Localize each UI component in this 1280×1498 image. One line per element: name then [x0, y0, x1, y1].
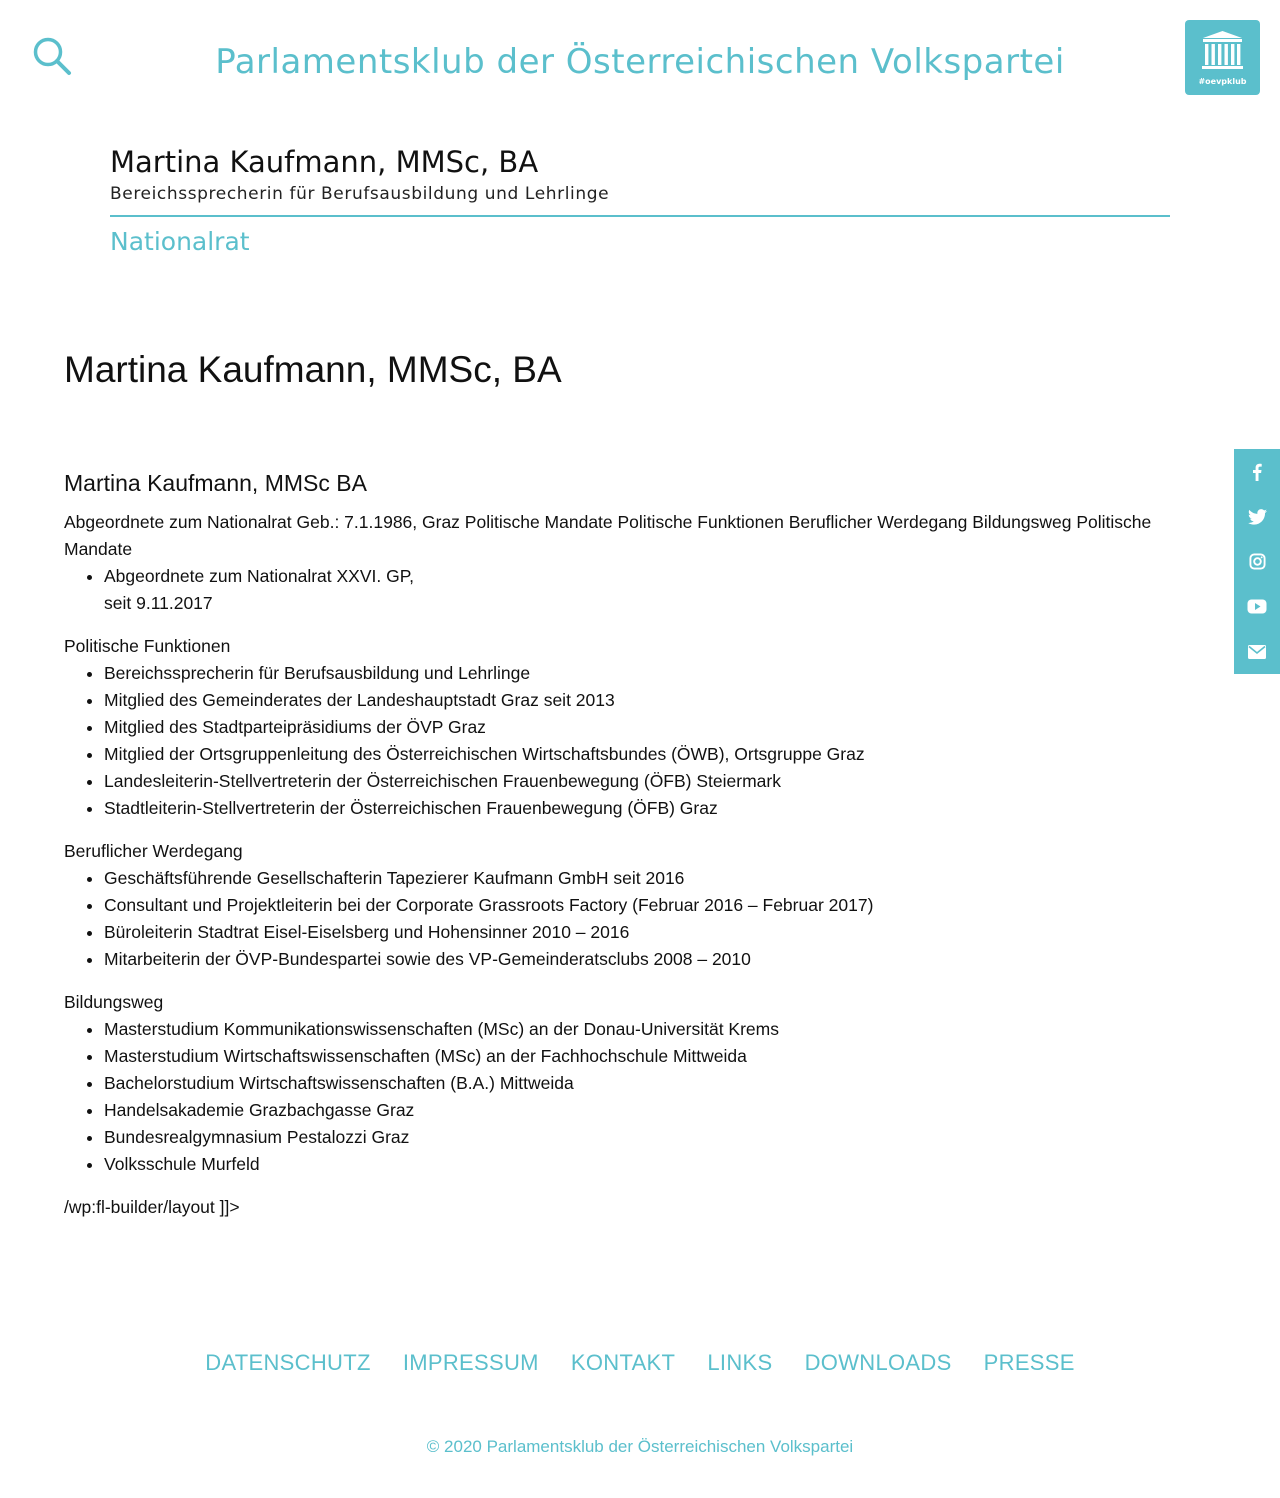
list-item: • Mitglied des Stadtparteipräsidiums der ÖVP Graz	[104, 714, 1174, 741]
section-heading-bildungsweg: Bildungsweg	[64, 992, 164, 1012]
footer-link-links[interactable]: LINKS	[707, 1350, 773, 1375]
main-content	[64, 346, 1174, 1221]
werdegang-list	[64, 865, 1174, 973]
twitter-link[interactable]	[1234, 494, 1280, 539]
page-title: Martina Kaufmann, MMSc, BA	[64, 349, 562, 390]
parliament-building-icon	[1185, 20, 1260, 76]
list-item: • Mitglied des Gemeinderates der Landeshauptstadt Graz seit 2013	[104, 687, 1174, 714]
youtube-icon	[1247, 599, 1267, 614]
list-item: • Bachelorstudium Wirtschaftswissenschaften (B.A.) Mittweida	[104, 1070, 1174, 1097]
hero-role: Bereichssprecherin für Berufsausbildung und Lehrlinge	[110, 184, 610, 204]
list-item: • Landesleiterin-Stellvertreterin der Österreichischen Frauenbewegung (ÖFB) Steiermark	[104, 768, 1174, 795]
section-heading-funktionen: Politische Funktionen	[64, 636, 231, 656]
list-item: • Masterstudium Kommunikationswissenschaften (MSc) an der Donau-Universität Krems	[104, 1016, 1174, 1043]
youtube-link[interactable]	[1234, 584, 1280, 629]
site-header	[0, 0, 1280, 110]
footer-link-datenschutz[interactable]: DATENSCHUTZ	[205, 1350, 371, 1375]
list-item: • Mitglied der Ortsgruppenleitung des Österreichischen Wirtschaftsbundes (ÖWB), Ortsgruppe Graz	[104, 741, 1174, 768]
email-icon	[1248, 645, 1266, 659]
section-heading-werdegang: Beruflicher Werdegang	[64, 841, 243, 861]
social-sidebar	[1234, 449, 1280, 674]
hero-name: Martina Kaufmann, MMSc, BA	[110, 145, 539, 179]
site-title[interactable]: Parlamentsklub der Österreichischen Volkspartei	[215, 42, 1065, 82]
logo-text: #oevpklub	[1198, 77, 1247, 86]
list-item: • Masterstudium Wirtschaftswissenschaften (MSc) an der Fachhochschule Mittweida	[104, 1043, 1174, 1070]
hero-body-label: Nationalrat	[110, 227, 250, 256]
bio-intro: Abgeordnete zum Nationalrat Geb.: 7.1.1986, Graz Politische Mandate Politische Funktionen Beruflicher Werdegang Bildungsweg Politische Mandate	[64, 512, 1152, 559]
layout-footnote: /wp:fl-builder/layout ]]>	[64, 1197, 240, 1217]
oevpklub-logo[interactable]	[1185, 20, 1260, 95]
list-item: • Consultant und Projektleiterin bei der Corporate Grassroots Factory (Februar 2016 – Februar 2017)	[104, 892, 1174, 919]
footer-link-kontakt[interactable]: KONTAKT	[570, 1350, 676, 1375]
instagram-link[interactable]	[1234, 539, 1280, 584]
list-item: • Stadtleiterin-Stellvertreterin der Österreichischen Frauenbewegung (ÖFB) Graz	[104, 795, 1174, 822]
footer-link-presse[interactable]: PRESSE	[983, 1350, 1075, 1375]
footer-nav	[0, 1350, 1280, 1376]
footer-link-downloads[interactable]: DOWNLOADS	[804, 1350, 952, 1375]
list-item: • Volksschule Murfeld	[104, 1151, 1174, 1178]
list-item: • Bereichssprecherin für Berufsausbildung und Lehrlinge	[104, 660, 1174, 687]
twitter-icon	[1248, 509, 1267, 525]
mandate-list	[64, 563, 1174, 617]
bildungsweg-list	[64, 1016, 1174, 1178]
copyright: © 2020 Parlamentsklub der Österreichischen Volkspartei	[426, 1437, 854, 1456]
instagram-icon	[1249, 553, 1266, 570]
facebook-link[interactable]	[1234, 449, 1280, 494]
footer-link-impressum[interactable]: IMPRESSUM	[402, 1350, 539, 1375]
list-item: • Bundesrealgymnasium Pestalozzi Graz	[104, 1124, 1174, 1151]
mandate-line: Abgeordnete zum Nationalrat XXVI. GP,	[104, 566, 414, 586]
list-item: • Handelsakademie Grazbachgasse Graz	[104, 1097, 1174, 1124]
funktionen-list	[64, 660, 1174, 822]
facebook-icon	[1248, 463, 1266, 481]
list-item: • Mitarbeiterin der ÖVP-Bundespartei sowie des VP-Gemeinderatsclubs 2008 – 2010	[104, 946, 1174, 973]
list-item: • Geschäftsführende Gesellschafterin Tapezierer Kaufmann GmbH seit 2016	[104, 865, 1174, 892]
person-hero	[110, 144, 1170, 256]
list-item: • Büroleiterin Stadtrat Eisel-Eiselsberg und Hohensinner 2010 – 2016	[104, 919, 1174, 946]
hero-divider	[110, 215, 1170, 217]
bio-name: Martina Kaufmann, MMSc BA	[64, 470, 367, 496]
list-item	[104, 563, 1174, 617]
email-link[interactable]	[1234, 629, 1280, 674]
mandate-since: seit 9.11.2017	[104, 593, 213, 613]
